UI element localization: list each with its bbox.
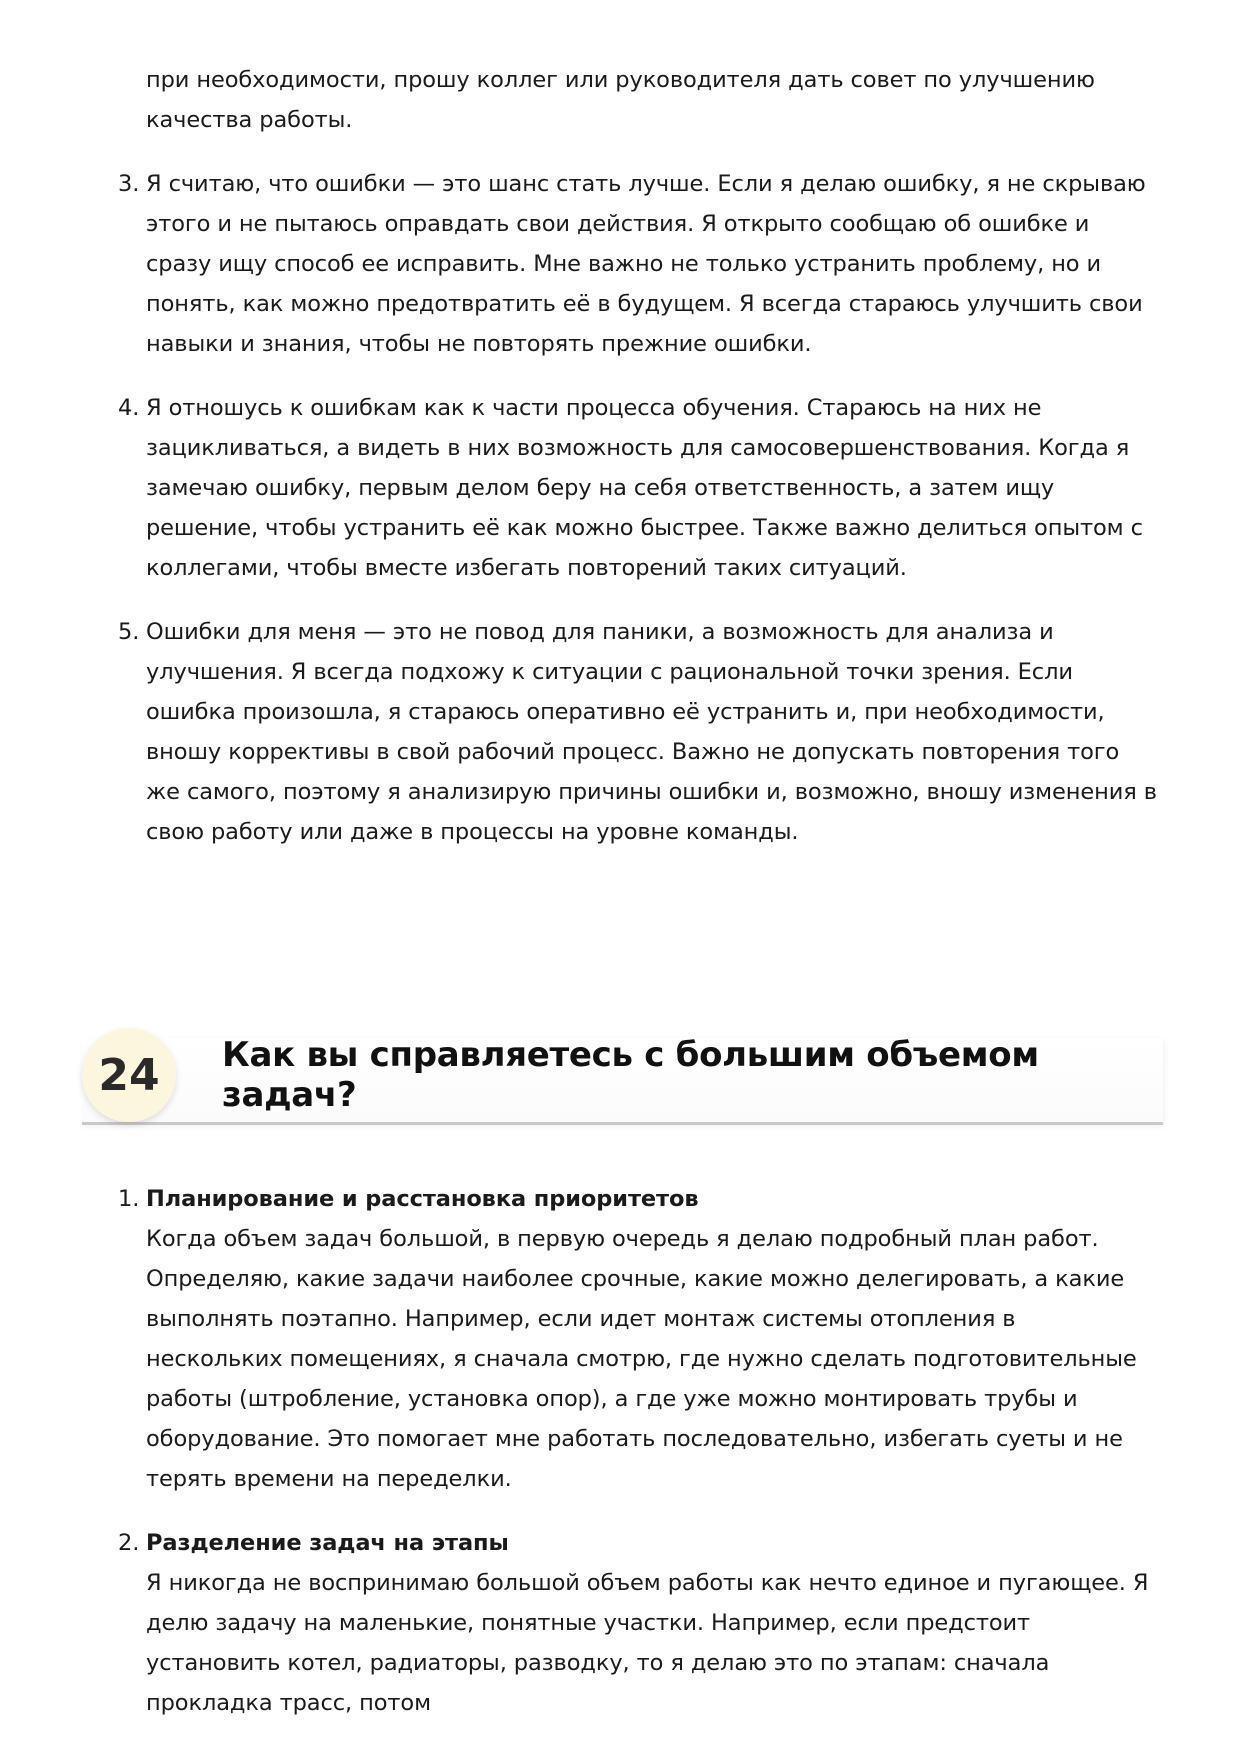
list-item-text: Я никогда не воспринимаю большой объем работы как нечто единое и пугающее. Я делю задачу на маленькие, понятные участки. Например, если предстоит установить котел, радиаторы, разводку, то я делаю это по этапам: сначала прокладка трасс, потом (146, 1570, 1149, 1716)
list-item-text: при необходимости, прошу коллег или руководителя дать совет по улучшению качества работы. (146, 67, 1095, 133)
list-item (118, 388, 1158, 588)
list-item-number: 4. (118, 395, 140, 421)
answer-list (118, 1179, 1158, 1747)
question-number-badge: 24 (82, 1028, 176, 1122)
list-item-text: Когда объем задач большой, в первую очередь я делаю подробный план работ. Определяю, какие задачи наиболее срочные, какие можно делегировать, а какие выполнять поэтапно. Например, если идет монтаж системы отопления в нескольких помещениях, я сначала смотрю, где нужно сделать подготовительные работы (штробление, установка опор), а где уже можно монтировать трубы и оборудование. Это помогает мне работать последовательно, избегать суеты и не терять времени на переделки. (146, 1226, 1137, 1492)
list-item-number: 3. (118, 171, 140, 197)
list-item-number: 1. (118, 1186, 140, 1212)
list-item-text: Ошибки для меня — это не повод для паники, а возможность для анализа и улучшения. Я всегда подхожу к ситуации с рациональной точки зрения. Если ошибка произошла, я стараюсь оперативно её устранить и, при необходимости, вношу коррективы в свой рабочий процесс. Важно не допускать повторения того же самого, поэтому я анализирую причины ошибки и, возможно, вношу изменения в свою работу или даже в процессы на уровне команды. (146, 619, 1157, 845)
list-item (118, 1179, 1158, 1499)
question-heading (82, 1028, 1163, 1134)
answer-list-previous (118, 60, 1158, 876)
list-item-text: Я считаю, что ошибки — это шанс стать лучше. Если я делаю ошибку, я не скрываю этого и не пытаюсь оправдать свои действия. Я открыто сообщаю об ошибке и сразу ищу способ ее исправить. Мне важно не только устранить проблему, но и понять, как можно предотвратить её в будущем. Я всегда стараюсь улучшить свои навыки и знания, чтобы не повторять прежние ошибки. (146, 171, 1146, 357)
list-item-title: Разделение задач на этапы (146, 1530, 509, 1556)
list-item-title: Планирование и расстановка приоритетов (146, 1186, 699, 1212)
list-item-number: 2. (118, 1530, 140, 1556)
list-item (118, 1523, 1158, 1723)
list-item (118, 164, 1158, 364)
list-item (118, 612, 1158, 852)
list-item-continuation (118, 60, 1158, 140)
question-title: Как вы справляетесь с большим объемом задач? (222, 1035, 1039, 1115)
list-item-number: 5. (118, 619, 140, 645)
list-item-text: Я отношусь к ошибкам как к части процесса обучения. Стараюсь на них не зацикливаться, а видеть в них возможность для самосовершенствования. Когда я замечаю ошибку, первым делом беру на себя ответственность, а затем ищу решение, чтобы устранить её как можно быстрее. Также важно делиться опытом с коллегами, чтобы вместе избегать повторений таких ситуаций. (146, 395, 1143, 581)
